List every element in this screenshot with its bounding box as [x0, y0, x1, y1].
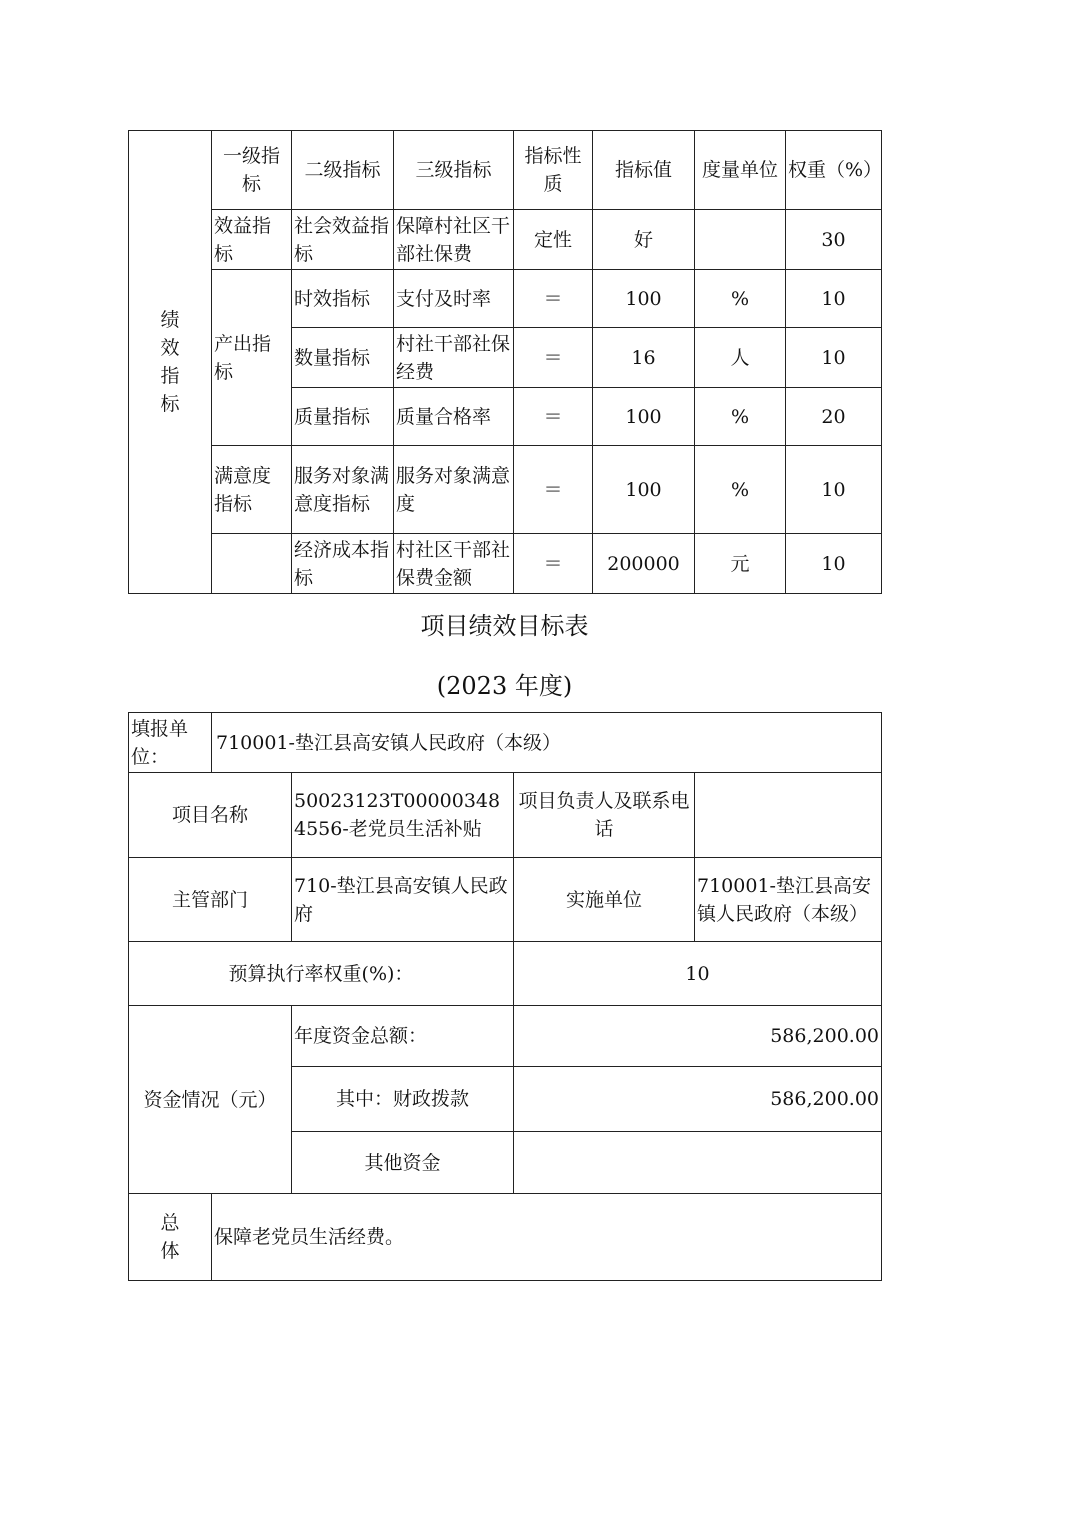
row-l2: 数量指标: [292, 328, 394, 388]
page-title: 项目绩效目标表: [420, 612, 589, 640]
fiscal-label: 其中：财政拨款: [292, 1067, 514, 1132]
project-info-table: [128, 712, 882, 1281]
row-weight: 10: [786, 270, 882, 328]
header-nature: 指标性质: [514, 131, 593, 210]
row-l3: 保障村社区干部社保费: [394, 210, 514, 270]
dept-value: 710-垫江县高安镇人民政府: [292, 858, 514, 942]
row-value: 100: [593, 388, 695, 446]
row-l1: [212, 534, 292, 594]
row-nature: ＝: [514, 534, 593, 594]
row-unit: %: [695, 388, 786, 446]
overall-label-cell: [129, 1194, 212, 1281]
row-nature: 定性: [514, 210, 593, 270]
row-value: 好: [593, 210, 695, 270]
fiscal-value: 586,200.00: [514, 1067, 882, 1132]
dept-label: 主管部门: [129, 858, 292, 942]
row-l2: 服务对象满意度指标: [292, 446, 394, 534]
row-l2: 质量指标: [292, 388, 394, 446]
performance-indicator-table: [128, 130, 882, 594]
row-l3: 村社区干部社保费金额: [394, 534, 514, 594]
annual-total-value: 586,200.00: [514, 1006, 882, 1067]
project-name-label: 项目名称: [129, 773, 292, 858]
row-l1: 满意度指标: [212, 446, 292, 534]
other-funds-label: 其他资金: [292, 1132, 514, 1194]
row-value: 100: [593, 446, 695, 534]
row-nature: ＝: [514, 328, 593, 388]
row-unit: %: [695, 446, 786, 534]
budget-rate-label: 预算执行率权重(%)：: [129, 942, 514, 1006]
row-weight: 20: [786, 388, 882, 446]
row-value: 100: [593, 270, 695, 328]
row-l3: 服务对象满意度: [394, 446, 514, 534]
perf-side-label: 绩效指标: [160, 309, 180, 415]
page-subtitle-year: (2023 年度): [436, 672, 573, 700]
row-value: 200000: [593, 534, 695, 594]
row-unit: 元: [695, 534, 786, 594]
row-unit: 人: [695, 328, 786, 388]
row-l3: 支付及时率: [394, 270, 514, 328]
table-row: [129, 446, 882, 534]
row-l2: 时效指标: [292, 270, 394, 328]
row-l2: 经济成本指标: [292, 534, 394, 594]
row-weight: 10: [786, 328, 882, 388]
overall-label: 总体: [160, 1212, 180, 1262]
impl-label: 实施单位: [514, 858, 695, 942]
table-row: [129, 534, 882, 594]
row-unit: %: [695, 270, 786, 328]
table-row: [129, 210, 882, 270]
row-weight: 10: [786, 446, 882, 534]
row-l3: 质量合格率: [394, 388, 514, 446]
fill-unit-value: 710001-垫江县高安镇人民政府（本级）: [212, 713, 882, 773]
row-l1: 效益指标: [212, 210, 292, 270]
budget-rate-value: 10: [514, 942, 882, 1006]
project-name-value: 50023123T000003484556-老党员生活补贴: [292, 773, 514, 858]
row-nature: ＝: [514, 270, 593, 328]
row-nature: ＝: [514, 446, 593, 534]
row-value: 16: [593, 328, 695, 388]
header-l2: 二级指标: [292, 131, 394, 210]
row-l1: 产出指标: [212, 270, 292, 446]
row-l2: 社会效益指标: [292, 210, 394, 270]
header-unit: 度量单位: [695, 131, 786, 210]
row-weight: 10: [786, 534, 882, 594]
fill-unit-label: 填报单位：: [129, 713, 212, 773]
row-unit: [695, 210, 786, 270]
annual-total-label: 年度资金总额：: [292, 1006, 514, 1067]
header-weight: 权重（%）: [786, 131, 882, 210]
row-nature: ＝: [514, 388, 593, 446]
header-l1: 一级指标: [212, 131, 292, 210]
perf-side-label-cell: [129, 131, 212, 594]
header-l3: 三级指标: [394, 131, 514, 210]
contact-value: [695, 773, 882, 858]
table-row: [129, 270, 882, 328]
contact-label: 项目负责人及联系电话: [514, 773, 695, 858]
funds-label: 资金情况（元）: [129, 1006, 292, 1194]
row-l3: 村社干部社保经费: [394, 328, 514, 388]
header-value: 指标值: [593, 131, 695, 210]
other-funds-value: [514, 1132, 882, 1194]
impl-value: 710001-垫江县高安镇人民政府（本级）: [695, 858, 882, 942]
row-weight: 30: [786, 210, 882, 270]
overall-value: 保障老党员生活经费。: [212, 1194, 882, 1281]
